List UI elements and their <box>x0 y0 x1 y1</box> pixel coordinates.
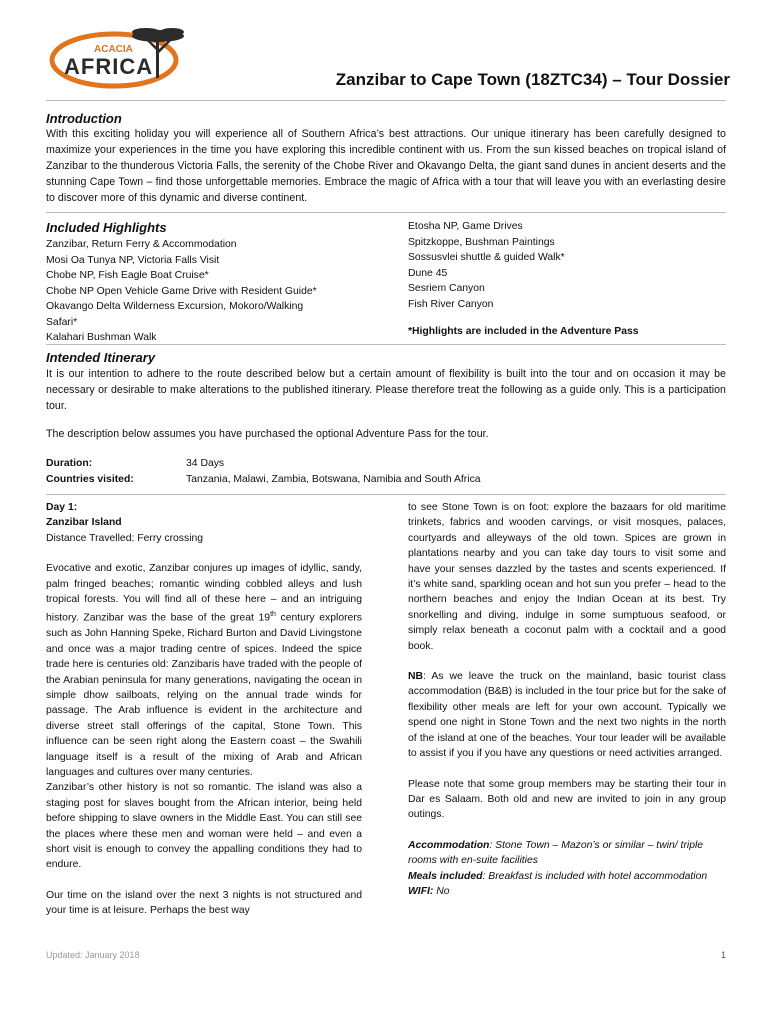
highlights-divider <box>46 344 726 345</box>
day1-paragraph-1: Evocative and exotic, Zanzibar conjures up images of idyllic, sandy, palm fringed beaches; romantic winding cobbled alleys and lush tropical forests. You will find all of these here – and an intriguing history. Zanzibar was the base of the great 19th century explorers such as John Hanning Speke, Richard Burton and David Livingstone and once was a major trading centre of spices. Indeed the spice trade here is centuries old: Zanzibaris have traded with the people of the Arabian peninsula for many generations, navigating the ocean in simple dhow sailboats, relying on the annual trade winds for passage. The Arab influence is evident in the architecture and diverse street stall offerings of the capital, Stone Town. This influence can be seen right along the Eastern coast – the Swahili language itself is a result of the mixing of Arab and African languages and cultures over many centuries. <box>46 563 362 778</box>
highlight-item: Spitzkoppe, Bushman Paintings <box>408 236 555 248</box>
highlights-right-list <box>408 219 726 340</box>
countries-label: Countries visited: <box>46 473 134 485</box>
brand-logo <box>46 22 196 92</box>
meals-info: Meals included: Breakfast is included with hotel accommodation <box>408 870 708 882</box>
highlight-item: Sossusvlei shuttle & guided Walk* <box>408 252 565 263</box>
title-divider <box>46 100 726 101</box>
duration-value: 34 Days <box>186 458 225 469</box>
itinerary-heading: Intended Itinerary <box>46 350 156 365</box>
day1-right-column <box>408 500 726 899</box>
day1-paragraph-4: to see Stone Town is on foot: explore the bazaars for old maritime trinkets, fabrics and wooden carvings, or visit mosques, palaces, courtyards and alleyways of the old town. Spices are grown in plantations nearby and you can take day tours to visit some and have your senses dazzled by the tastes and scents experienced. If it’s white sand, sparkling ocean and hot sun you prefer – head to the northern beaches and enjoy the Indian Ocean at its best. Try snorkelling and diving, indulge in some sumptuous seafood, or simply relax beneath a coconut palm with a cocktail and a good book. <box>408 502 726 652</box>
day1-left-column <box>46 500 362 919</box>
logo-top-text: ACACIA <box>94 44 133 55</box>
highlight-item: Chobe NP Open Vehicle Game Drive with Resident Guide* <box>46 285 317 297</box>
introduction-text: With this exciting holiday you will experience all of Southern Africa’s best attractions. Our unique itinerary has been carefully designed to maximize your experiences in the time you have exploring this incredible continent with us. From the sun kissed beaches on tropical island of Zanzibar to the thunderous Victoria Falls, the serenity of the Chobe River and Okavango Delta, the giant sand dunes in ancient deserts and the stunning Cape Town – find those unforgettable memories. Embrace the magic of Africa with a tour that will leave you with an everlasting desire to discover more of this dynamic and diverse continent. <box>46 128 726 204</box>
day-place: Zanzibar Island <box>46 517 122 529</box>
accommodation-info: Accommodation: Stone Town – Mazon’s or similar – twin/ triple rooms with en-suite facilities <box>408 839 704 867</box>
day-distance: Distance Travelled: Ferry crossing <box>46 532 204 544</box>
highlights-heading: Included Highlights <box>46 220 167 235</box>
highlights-note: *Highlights are included in the Adventure Pass <box>408 326 639 337</box>
logo-bottom-text: AFRICA <box>64 54 154 79</box>
highlight-item: Sesriem Canyon <box>408 283 485 294</box>
meta-divider <box>46 494 726 495</box>
highlight-item: Fish River Canyon <box>408 298 494 310</box>
trip-meta-values <box>186 456 481 487</box>
highlight-item: Kalahari Bushman Walk <box>46 332 157 343</box>
intro-divider <box>46 212 726 213</box>
trip-meta-labels <box>46 456 134 487</box>
wifi-info: WIFI: No <box>408 885 450 897</box>
duration-label: Duration: <box>46 458 93 469</box>
highlight-item: Okavango Delta Wilderness Excursion, Mokoro/Walking <box>46 301 304 312</box>
day1-nb-paragraph: NB: As we leave the truck on the mainland, basic tourist class accommodation (B&B) is included in the tour price but for the sake of flexibility other meals are left for your own account. Typically we spend one night in Stone Town and the next two nights in the north of the island at one of the beaches. Your tour leader will be available to assist if you if you have any questions or need activities arranged. <box>408 671 726 760</box>
day1-note-paragraph: Please note that some group members may be starting their tour in Dar es Salaam. Both old and new are invited to join in any group outings. <box>408 778 726 821</box>
acacia-tree-logo-icon <box>46 22 196 92</box>
day1-paragraph-2: Zanzibar’s other history is not so romantic. The island was also a staging post for slaves bought from the African interior, being held before shipping to slave owners in the Middle East. You can still see the places where these men and woman were held – and even a short visit is enough to convey the appalling conditions they had to endure. <box>46 782 362 871</box>
page-title: Zanzibar to Cape Town (18ZTC34) – Tour Dossier <box>335 70 730 89</box>
itinerary-intro: It is our intention to adhere to the route described below but a certain amount of flexibility is built into the tour and on occasion it may be necessary or desirable to make alterations to the published itinerary. Please therefore treat the following as a guide only. This is a participation tour. <box>46 368 726 412</box>
highlight-item: Mosi Oa Tunya NP, Victoria Falls Visit <box>46 254 220 266</box>
highlights-left-list <box>46 237 362 346</box>
highlight-item: Zanzibar, Return Ferry & Accommodation <box>46 239 237 250</box>
page-number: 1 <box>720 950 726 960</box>
footer-updated: Updated: January 2018 <box>46 950 140 960</box>
highlight-item: Safari* <box>46 316 78 328</box>
day1-paragraph-3: Our time on the island over the next 3 nights is not structured and your time is at leisure. Perhaps the best way <box>46 889 362 917</box>
highlight-item: Chobe NP, Fish Eagle Boat Cruise* <box>46 270 209 281</box>
highlight-item: Dune 45 <box>408 267 448 279</box>
highlight-item: Etosha NP, Game Drives <box>408 221 523 232</box>
day-label: Day 1: <box>46 502 78 513</box>
countries-value: Tanzania, Malawi, Zambia, Botswana, Namibia and South Africa <box>186 473 481 485</box>
introduction-heading: Introduction <box>46 111 122 126</box>
itinerary-assumption: The description below assumes you have purchased the optional Adventure Pass for the tour. <box>46 428 489 440</box>
